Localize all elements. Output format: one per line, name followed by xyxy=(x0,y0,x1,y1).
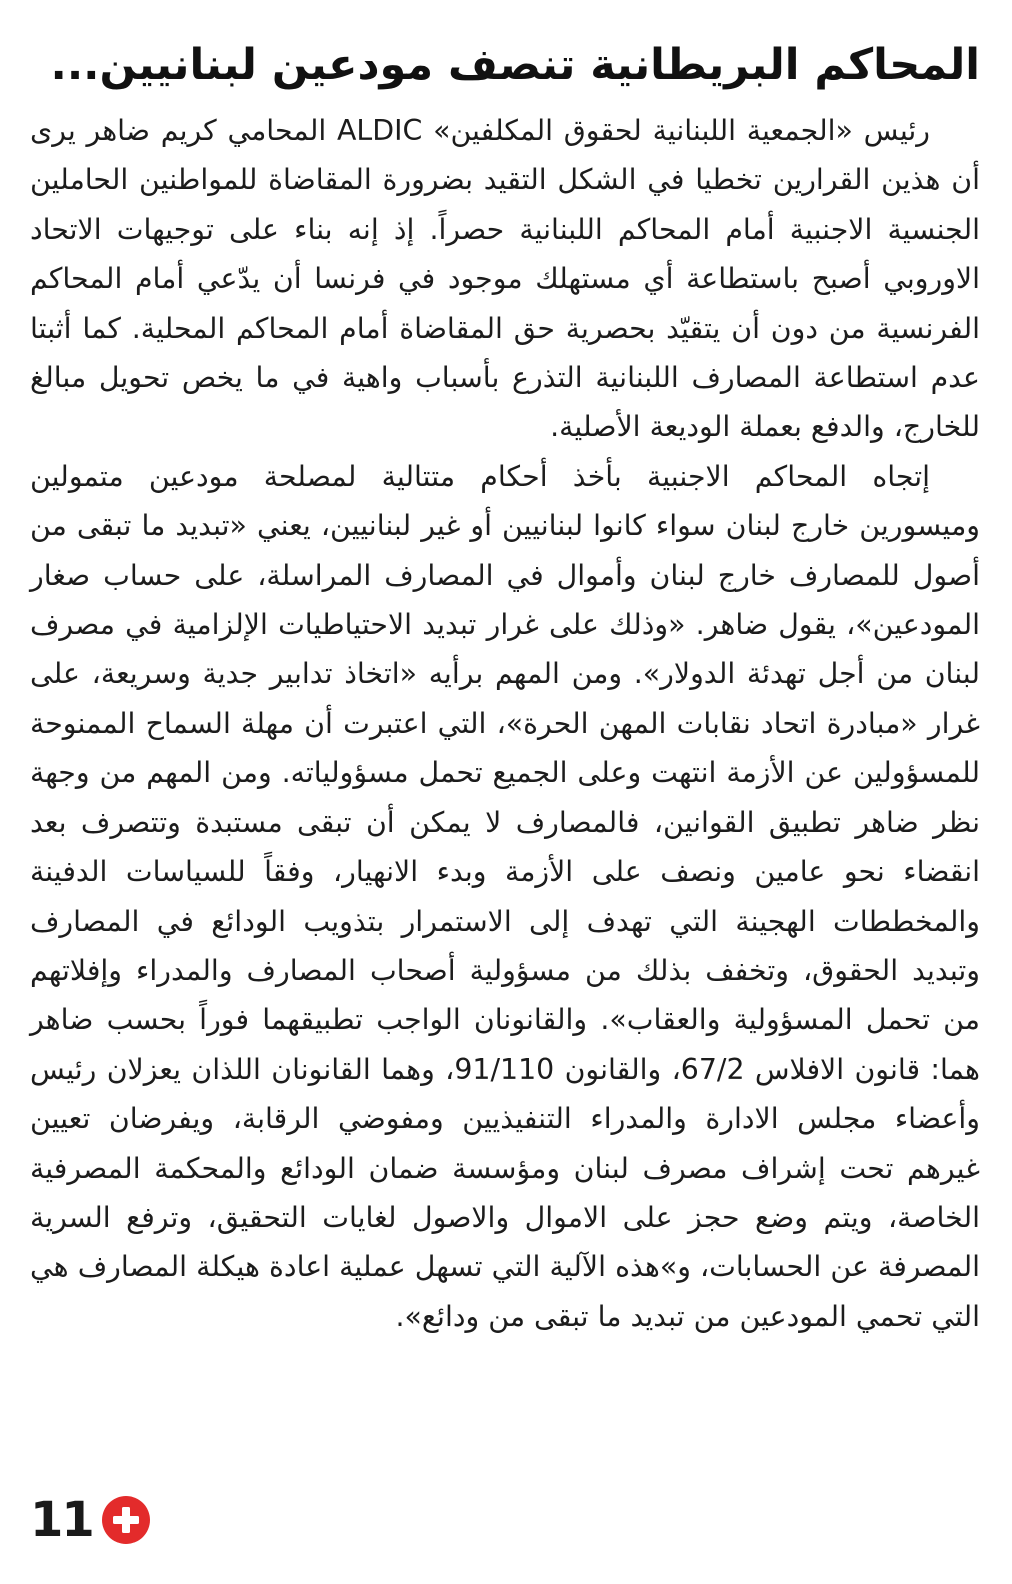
article-page xyxy=(30,28,980,1341)
article-headline: المحاكم البريطانية تنصف مودعين لبنانيين... xyxy=(50,40,980,90)
article-paragraph-2: إتجاه المحاكم الاجنبية بأخذ أحكام متتالية لمصلحة مودعين متمولين وميسورين خارج لبنان سواء كانوا لبنانيين أو غير لبنانيين، يعني «تبديد ما تبقى من أصول للمصارف خارج لبنان وأموال في المصارف المراسلة، على حساب صغار المودعين»، يقول ضاهر. «وذلك على غرار تبديد الاحتياطيات الإلزامية في مصرف لبنان من أجل تهدئة الدولار». ومن المهم برأيه «اتخاذ تدابير جدية وسريعة، على غرار «مبادرة اتحاد نقابات المهن الحرة»، التي اعتبرت أن مهلة السماح الممنوحة للمسؤولين عن الأزمة انتهت وعلى الجميع تحمل مسؤولياته. ومن المهم من وجهة نظر ضاهر تطبيق القوانين، فالمصارف لا يمكن أن تبقى مستبدة وتتصرف بعد انقضاء نحو عامين ونصف على الأزمة وبدء الانهيار، وفقاً للسياسات الدفينة والمخططات الهجينة التي تهدف إلى الاستمرار بتذويب الودائع في المصارف وتبديد الحقوق، وتخفف بذلك من مسؤولية أصحاب المصارف والمدراء وإفلاتهم من تحمل المسؤولية والعقاب». والقانونان الواجب تطبيقهما فوراً بحسب ضاهر هما: قانون الافلاس 67/2، والقانون 91/110، وهما القانونان اللذان يعزلان رئيس وأعضاء مجلس الادارة والمدراء التنفيذيين ومفوضي الرقابة، ويفرضان تعيين غيرهم تحت إشراف مصرف لبنان ومؤسسة ضمان الودائع والمحكمة المصرفية الخاصة، ويتم وضع حجز على الاموال والاصول لغايات التحقيق، وترفع السرية المصرفة عن الحسابات، و»هذه الآلية التي تسهل عملية اعادة هيكلة المصارف هي التي تحمي المودعين من تبديد ما تبقى من ودائع». xyxy=(30,459,981,1333)
article-paragraph-1: رئيس «الجمعية اللبنانية لحقوق المكلفين» ALDIC المحامي كريم ضاهر يرى أن هذين القرارين تخطيا في الشكل التقيد بضرورة المقاضاة للمواطنين الحاملين الجنسية الاجنبية أمام المحاكم اللبنانية حصراً. إذ إنه بناء على توجيهات الاتحاد الاوروبي أصبح باستطاعة أي مستهلك موجود في فرنسا أن يدّعي أمام المحاكم الفرنسية من دون أن يتقيّد بحصرية حق المقاضاة أمام المحاكم المحلية. كما أثبتا عدم استطاعة المصارف اللبنانية التذرع بأسباب واهية في ما يخص تحويل مبالغ للخارج، والدفع بعملة الوديعة الأصلية. xyxy=(30,114,980,444)
plus-circle-icon xyxy=(101,1495,151,1545)
page-footer xyxy=(30,1490,151,1550)
article-body xyxy=(30,106,980,1341)
page-number: 11 xyxy=(30,1492,93,1548)
